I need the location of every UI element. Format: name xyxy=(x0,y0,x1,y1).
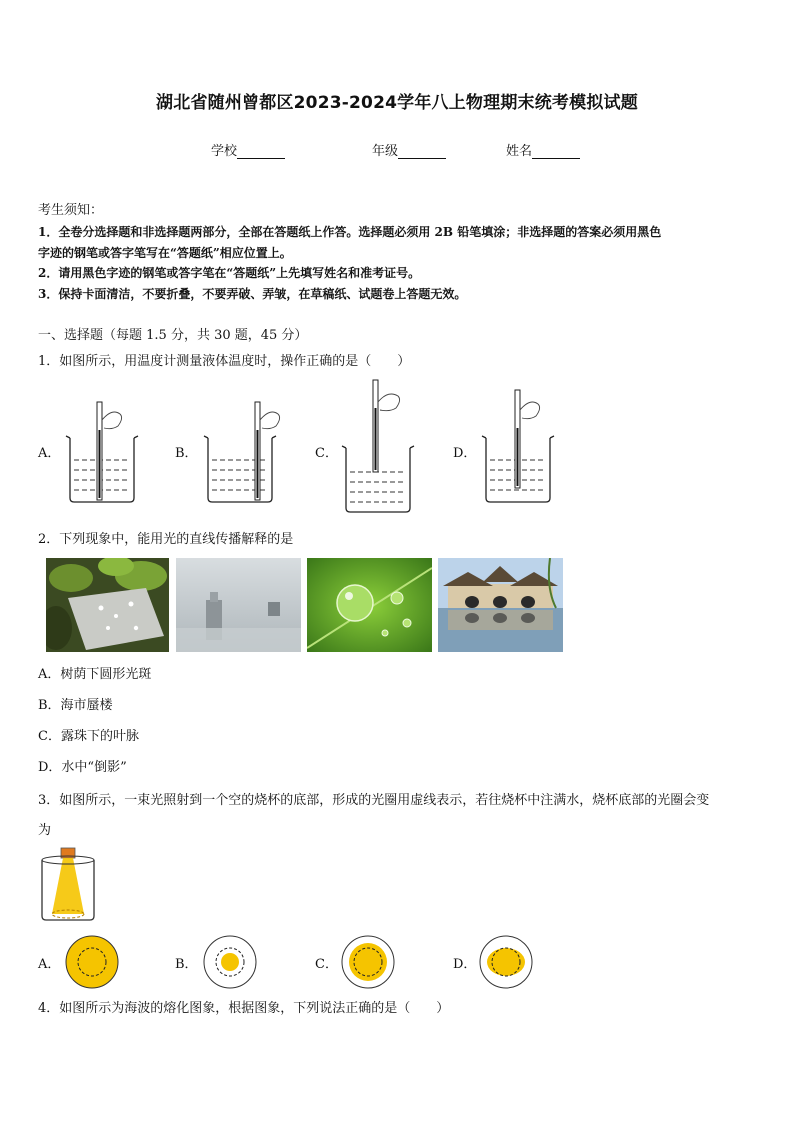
q4-stem: 4．如图所示为海波的熔化图象，根据图象，下列说法正确的是（ ） xyxy=(38,1001,450,1016)
photo-reflection-pavilion xyxy=(438,558,563,652)
light-circle-option-a xyxy=(64,934,120,990)
notice-line1a: 1．全卷分选择题和非选择题两部分，全部在答题纸上作答。选择题必须用 2B 铅笔填涂；非选择题的答案必须用黑色 xyxy=(38,225,662,239)
grade-field[interactable] xyxy=(372,140,446,159)
q2-option-d[interactable]: D．水中“倒影” xyxy=(38,760,127,775)
school-field[interactable] xyxy=(211,140,285,159)
light-circle-option-c xyxy=(340,934,396,990)
q2-option-a[interactable]: A．树荫下圆形光斑 xyxy=(38,667,152,682)
name-field[interactable] xyxy=(506,140,580,159)
grade-label: 年级 xyxy=(372,144,399,159)
beaker-b-figure xyxy=(200,400,290,504)
q1-label-d[interactable]: D． xyxy=(453,446,477,461)
q2-stem: 2．下列现象中，能用光的直线传播解释的是 xyxy=(38,532,294,547)
section1-heading: 一、选择题（每题 1.5 分，共 30 题，45 分） xyxy=(38,328,308,343)
q2-option-c[interactable]: C．露珠下的叶脉 xyxy=(38,729,139,744)
school-blank[interactable] xyxy=(237,146,285,159)
name-label: 姓名 xyxy=(506,144,533,159)
beaker-c-figure xyxy=(338,378,428,516)
q1-stem: 1．如图所示，用温度计测量液体温度时，操作正确的是（ ） xyxy=(38,354,411,369)
q3-stem-b: 为 xyxy=(38,823,52,838)
q1-label-b[interactable]: B． xyxy=(175,446,198,461)
light-circle-option-b xyxy=(202,934,258,990)
q3-label-d[interactable]: D． xyxy=(453,957,477,972)
grade-blank[interactable] xyxy=(398,146,446,159)
q2-option-b[interactable]: B．海市蜃楼 xyxy=(38,698,113,713)
beaker-a-figure xyxy=(62,400,142,504)
school-label: 学校 xyxy=(211,144,238,159)
q3-label-c[interactable]: C． xyxy=(315,957,338,972)
q3-stem-a: 3．如图所示，一束光照射到一个空的烧杯的底部，形成的光圈用虚线表示，若往烧杯中注满水，烧杯底部的光圈会变 xyxy=(38,793,710,808)
q1-label-a[interactable]: A． xyxy=(38,446,61,461)
photo-shade-light-spots xyxy=(46,558,169,652)
light-circle-option-d xyxy=(478,934,534,990)
notice-line2: 2．请用黑色字迹的钢笔或答字笔在“答题纸”上先填写姓名和准考证号。 xyxy=(38,266,421,280)
photo-dewdrop-leaf xyxy=(307,558,432,652)
q1-label-c[interactable]: C． xyxy=(315,446,338,461)
q3-label-b[interactable]: B． xyxy=(175,957,198,972)
page-title: 湖北省随州曾都区2023-2024学年八上物理期末统考模拟试题 xyxy=(156,93,638,113)
notice-line3: 3．保持卡面清洁，不要折叠，不要弄破、弄皱，在草稿纸、试题卷上答题无效。 xyxy=(38,287,467,301)
name-blank[interactable] xyxy=(532,146,580,159)
photo-mirage xyxy=(176,558,301,652)
notice-heading: 考生须知： xyxy=(38,203,104,218)
q3-label-a[interactable]: A． xyxy=(38,957,61,972)
notice-line1b: 字迹的钢笔或答字笔写在“答题纸”相应位置上。 xyxy=(38,246,292,260)
beaker-light-figure xyxy=(36,846,100,924)
beaker-d-figure xyxy=(478,388,568,508)
